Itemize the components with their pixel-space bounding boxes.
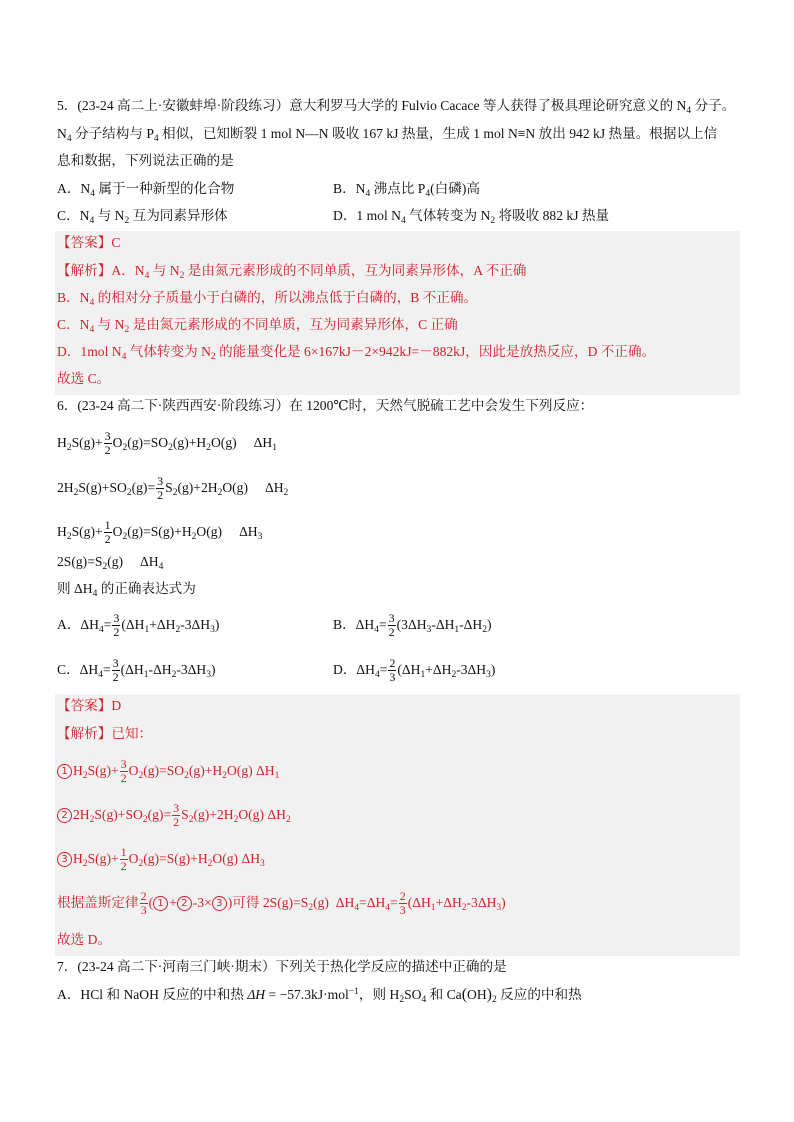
- q6-explain-3: 3 $H_2S(g)+$ $\frac{1}{2}$ $O_2(g)=S(g)+H_2O(g)$ $\Delta H_3$: [57, 844, 265, 874]
- q5-answer-panel: [55, 231, 740, 395]
- q5-stem-line-1: 5．(23-24 高二上·安徽蚌埠·阶段练习）意大利罗马大学的 Fulvio Cacace 等人获得了极具理论研究意义的 $N_4$ 分子。: [57, 98, 736, 116]
- q6-explain-intro: 【解析】已知：: [57, 726, 153, 741]
- q7-stem: 7．(23-24 高二下·河南三门峡·期末）下列关于热化学反应的描述中正确的是: [57, 959, 507, 974]
- q5-stem-line-2: $N_4$ 分子结构与 $P_4$ 相似，已知断裂 1 mol N—N 吸收 167 kJ 热量，生成 1 mol N≡N 放出 942 kJ 热量。根据以上信: [57, 126, 718, 144]
- q6-explain-2: 2 $2H_2S(g)+SO_2(g)=$ $\frac{3}{2}$ $S_2(g)+2H_2O(g)$ $\Delta H_2$: [57, 800, 291, 830]
- q6-reaction-4: $2S(g)=S_2(g)$ $\Delta H_4$: [57, 554, 164, 572]
- q6-option-d: D．$\Delta H_4=$ $\frac{2}{3}$ $(\Delta H_1+\Delta H_2-3\Delta H_3)$: [333, 656, 496, 685]
- q6-reaction-1: $H_2S(g)+$ $\frac{3}{2}$ $O_2(g)=SO_2(g)+H_2O(g)$ $\Delta H_1$: [57, 429, 277, 458]
- circled-3-icon: 3: [57, 852, 72, 867]
- q5-option-b: B．$N_4$ 沸点比 $P_4$(白磷)高: [333, 181, 480, 199]
- q5-explain-line-3: C．$N_4$ 与 $N_2$ 是由氮元素形成的不同单质，互为同素异形体，C 正确: [57, 317, 458, 335]
- q6-stem: 6．(23-24 高二下·陕西西安·阶段练习）在 1200℃时，天然气脱硫工艺中会发生下列反应：: [57, 398, 594, 413]
- circled-2-icon: 2: [57, 808, 72, 823]
- q5-answer: 【答案】C: [57, 235, 121, 250]
- q5-option-c: C．$N_4$ 与 $N_2$ 互为同素异形体: [57, 208, 228, 226]
- q6-explain-5: 故选 D。: [57, 932, 111, 947]
- q5-explain-line-5: 故选 C。: [57, 371, 111, 386]
- q6-option-b: B．$\Delta H_4=$ $\frac{3}{2}$ $(3\Delta H_3-\Delta H_1-\Delta H_2)$: [333, 611, 492, 640]
- circled-1-icon: 1: [57, 764, 72, 779]
- q6-reaction-2: $2H_2S(g)+SO_2(g)=$ $\frac{3}{2}$ $S_2(g)+2H_2O(g)$ $\Delta H_2$: [57, 474, 289, 503]
- q5-stem-line-3: 息和数据，下列说法正确的是: [57, 153, 234, 168]
- q5-option-a: A．$N_4$ 属于一种新型的化合物: [57, 181, 235, 199]
- q6-option-c: C．$\Delta H_4=$ $\frac{3}{2}$ $(\Delta H_1-\Delta H_2-3\Delta H_3)$: [57, 656, 216, 685]
- q6-answer: 【答案】D: [57, 698, 122, 713]
- q6-option-a: A．$\Delta H_4=$ $\frac{3}{2}$ $(\Delta H_1+\Delta H_2-3\Delta H_3)$: [57, 611, 220, 640]
- q6-reaction-3: $H_2S(g)+$ $\frac{1}{2}$ $O_2(g)=S(g)+H_2O(g)$ $\Delta H_3$: [57, 518, 263, 547]
- q6-ask: 则 $\Delta H_4$ 的正确表达式为: [57, 581, 196, 599]
- q5-explain-line-4: D．1mol $N_4$ 气体转变为 $N_2$ 的能量变化是 6×167kJ－2×942kJ=－882kJ，因此是放热反应，D 不正确。: [57, 344, 656, 362]
- q5-explain-line-2: B．$N_4$ 的相对分子质量小于白磷的，所以沸点低于白磷的，B 不正确。: [57, 290, 478, 308]
- q6-explain-4: 根据盖斯定律 $\frac{2}{3}$ ( 1 + 2 -3× 3 )可得 $2S(g)=S_2(g)$ $\Delta H_4=\Delta H_4=$ $\frac{2}{3}$ $(\Delta H_1+\Delta H_2-3\Delta H_3)$: [57, 889, 506, 918]
- q6-explain-1: 1 $H_2S(g)+$ $\frac{3}{2}$ $O_2(g)=SO_2(g)+H_2O(g)$ $\Delta H_1$: [57, 756, 279, 786]
- q5-option-d: D．1 mol $N_4$ 气体转变为 $N_2$ 将吸收 882 kJ 热量: [333, 208, 610, 226]
- q5-explain-line-1: 【解析】A．$N_4$ 与 $N_2$ 是由氮元素形成的不同单质，互为同素异形体，A 不正确: [57, 263, 527, 281]
- q7-option-a: A．HCl 和 NaOH 反应的中和热 ΔH = −57.3kJ·mol$^{-1}$，则 $H_2SO_4$ 和 $Ca(OH)_2$ 反应的中和热: [57, 986, 582, 1005]
